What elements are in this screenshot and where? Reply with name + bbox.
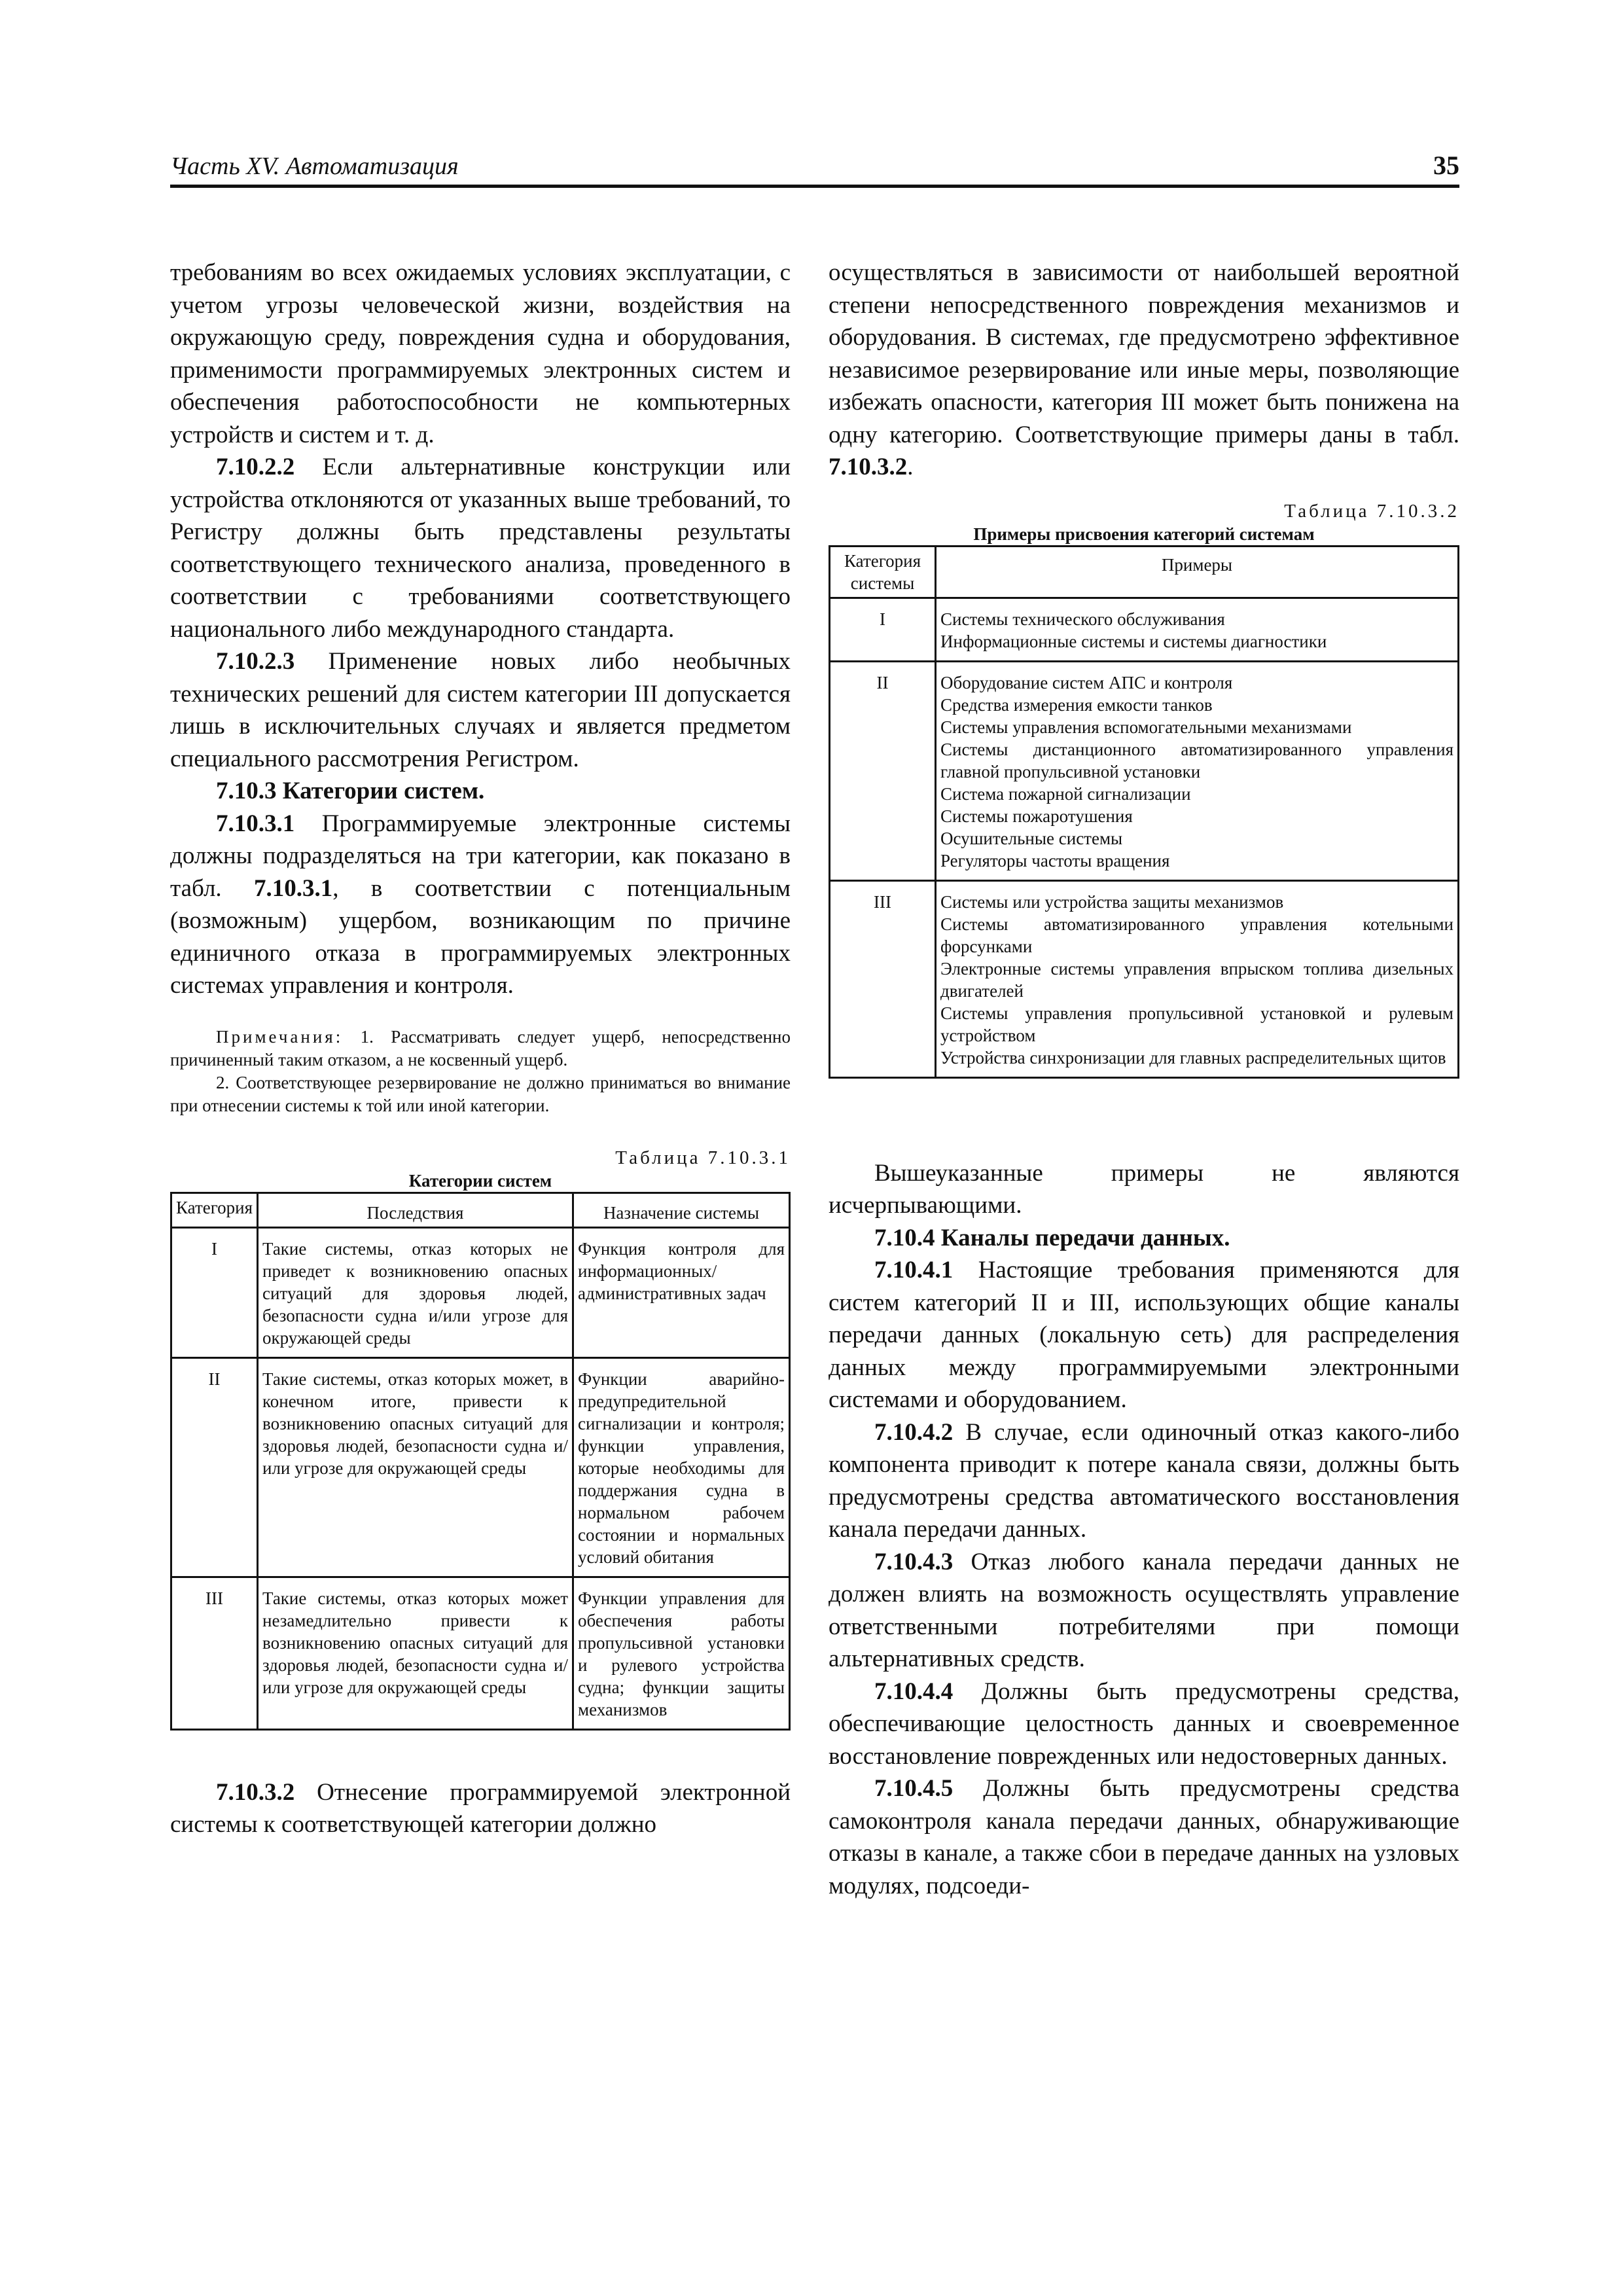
category-cell: II (830, 661, 936, 880)
table-row (830, 661, 1459, 880)
clause-number: 7.10.3.1 (216, 810, 295, 837)
table-title: Примеры присвоения категорий системам (973, 524, 1315, 544)
clause-number: 7.10.4.3 (874, 1548, 954, 1575)
examples-table (829, 545, 1459, 1079)
table-row (171, 1577, 790, 1729)
table-row (171, 1357, 790, 1577)
example-item: Системы или устройства защиты механизмов (940, 891, 1284, 912)
paragraph-7-10-4-1 (829, 1254, 1459, 1416)
paragraph-7-10-2-2 (170, 451, 791, 645)
clause-number: 7.10.4.1 (874, 1257, 954, 1283)
example-item: Оборудование систем АПС и контроля (940, 672, 1233, 692)
clause-text: Отказ любого канала передачи данных не должен влиять на возможность осуществлять управление ответственными потребителями при помощи альтернативных средств. (829, 1548, 1459, 1672)
table-caption: Таблица 7.10.3.1 (615, 1147, 791, 1168)
consequences-cell: Такие системы, отказ которых может незамедлительно привести к возникновению опасных ситуаций для здоровья людей, безопасности судна и/или угрозе для окружающей среды (258, 1577, 573, 1729)
table-header-row (171, 1193, 790, 1227)
column-header: Назначение системы (573, 1193, 790, 1227)
clause-text: , в соответствии с потенциальным (возможным) ущербом, возникающим по причине единичного отказа в программируемых электронных системах управления и контроля. (170, 874, 791, 999)
paragraph-examples-note: Вышеуказанные примеры не являются исчерпывающими. (829, 1159, 1459, 1219)
running-title: Часть XV. Автоматизация (170, 152, 459, 180)
column-header: Категория системы (830, 546, 936, 598)
example-item: Осушительные системы (940, 828, 1123, 848)
table-reference: 7.10.3.1 (254, 874, 333, 902)
paragraph-7-10-4-4 (829, 1676, 1459, 1773)
section-heading-7-10-4: 7.10.4 Каналы передачи данных. (874, 1224, 1230, 1251)
paragraph-7-10-2-3 (170, 645, 791, 775)
right-column (829, 257, 1459, 1902)
category-cell: I (830, 598, 936, 661)
table-row (830, 598, 1459, 661)
paragraph-7-10-3-2 (170, 1776, 791, 1841)
clause-text: Должны быть предусмотрены средства, обеспечивающие целостность данных и своевременное восстановление поврежденных или недостоверных данных. (829, 1677, 1459, 1770)
clause-number: 7.10.2.3 (216, 648, 295, 675)
clause-text: Настоящие требования применяются для систем категорий II и III, использующих общие каналы передачи данных (локальную сеть) для распределения данных между программируемыми электронными системами и оборудованием. (829, 1257, 1459, 1413)
column-header: Категория (171, 1193, 258, 1227)
notes-label: Примечания: (216, 1026, 344, 1047)
paragraph-continuation (829, 257, 1459, 484)
table-title: Категории систем (408, 1170, 552, 1191)
column-header: Примеры (936, 546, 1459, 598)
left-column (170, 257, 791, 1841)
category-cell: III (830, 880, 936, 1077)
table-reference: 7.10.3.2 (829, 454, 908, 480)
paragraph-7-10-4-3 (829, 1546, 1459, 1676)
examples-cell (936, 598, 1459, 661)
column-header: Последствия (258, 1193, 573, 1227)
page-number: 35 (1433, 151, 1459, 180)
example-item: Регуляторы частоты вращения (940, 850, 1170, 870)
consequences-cell: Такие системы, отказ которых может, в конечном итоге, привести к возникновению опасных ситуаций для здоровья людей, безопасности судна и/или угрозе для окружающей среды (258, 1357, 573, 1577)
table-row (171, 1227, 790, 1357)
example-item: Системы управления вспомогательными механизмами (940, 717, 1352, 737)
example-item: Системы дистанционного автоматизированного управления главной пропульсивной установки (940, 739, 1454, 781)
example-item: Системы автоматизированного управления котельными форсунками (940, 914, 1454, 956)
clause-text: Отнесение программируемой электронной системы к соответствующей категории должно (170, 1778, 791, 1838)
paragraph-continuation: требованиям во всех ожидаемых условиях эксплуатации, с учетом угрозы человеческой жизни, воздействия на окружающую среду, повреждения судна и оборудования, применимости программируемых электронных систем и обеспечения работоспособности не компьютерных устройств и систем и т. д. (170, 259, 791, 448)
clause-text: Должны быть предусмотрены средства самоконтроля канала передачи данных, обнаруживающие отказы в канале, а также сбои в передаче данных на узловых модулях, подсоеди- (829, 1775, 1459, 1899)
note-2: 2. Соответствующее резервирование не должно приниматься во внимание при отнесении системы к той или иной категории. (170, 1072, 791, 1115)
example-item: Устройства синхронизации для главных распределительных щитов (940, 1047, 1446, 1067)
example-item: Электронные системы управления впрыском топлива дизельных двигателей (940, 958, 1454, 1001)
note-text: 1. Рассматривать следует ущерб, непосредственно причиненный таким отказом, а не косвенный ущерб. (170, 1026, 791, 1069)
section-heading-7-10-3: 7.10.3 Категории систем. (216, 778, 485, 804)
clause-text: Применение новых либо необычных технических решений для систем категории III допускается лишь в исключительных случаях и является предметом специального рассмотрения Регистром. (170, 648, 791, 772)
example-item: Системы технического обслуживания (940, 609, 1225, 629)
table-header-row (830, 546, 1459, 598)
example-item: Системы пожаротушения (940, 806, 1133, 826)
category-cell: I (171, 1227, 258, 1357)
examples-cell (936, 661, 1459, 880)
category-cell: II (171, 1357, 258, 1577)
category-cell: III (171, 1577, 258, 1729)
paragraph-7-10-4-2 (829, 1416, 1459, 1546)
paragraph-text: . (907, 454, 914, 480)
examples-cell (936, 880, 1459, 1077)
example-item: Информационные системы и системы диагностики (940, 631, 1327, 651)
table-row (830, 880, 1459, 1077)
clause-text: В случае, если одиночный отказ какого-либо компонента приводит к потере канала связи, должны быть предусмотрены средства автоматического восстановления канала передачи данных. (829, 1418, 1459, 1543)
page-header (170, 145, 1459, 188)
example-item: Средства измерения емкости танков (940, 694, 1213, 715)
purpose-cell: Функции аварийно-предупредительной сигнализации и контроля; функции управления, которые необходимы для поддержания судна в нормальном рабочем состоянии и нормальных условий обитания (573, 1357, 790, 1577)
clause-text: Если альтернативные конструкции или устройства отклоняются от указанных выше требований, то Регистру должны быть представлены результаты соответствующего технического анализа, проведенного в соответствии с требованиями соответствующего национального либо международного стандарта. (170, 454, 791, 643)
clause-number: 7.10.4.2 (874, 1418, 954, 1446)
clause-text: Программируемые электронные системы должны подразделяться на три категории, как показано в табл. (170, 810, 791, 902)
paragraph-text: осуществляться в зависимости от наибольшей вероятной степени непосредственного повреждения механизмов и оборудования. В системах, где предусмотрено эффективное независимое резервирование или иные меры, позволяющие избежать опасности, категория III может быть понижена на одну категорию. Соответствующие примеры даны в табл. (829, 259, 1459, 448)
consequences-cell: Такие системы, отказ которых не приведет к возникновению опасных ситуаций для здоровья людей, безопасности судна и/или угрозе для окружающей среды (258, 1227, 573, 1357)
clause-number: 7.10.4.5 (874, 1775, 954, 1802)
table-caption: Таблица 7.10.3.2 (1284, 500, 1459, 522)
clause-number: 7.10.2.2 (216, 454, 295, 480)
example-item: Системы управления пропульсивной установкой и рулевым устройством (940, 1003, 1454, 1045)
purpose-cell: Функции управления для обеспечения работы пропульсивной установки и рулевого устройства судна; функции защиты механизмов (573, 1577, 790, 1729)
note-1 (170, 1026, 791, 1071)
example-item: Система пожарной сигнализации (940, 783, 1191, 804)
paragraph-7-10-3-1 (170, 808, 791, 1002)
purpose-cell: Функция контроля для информационных/административных задач (573, 1227, 790, 1357)
paragraph-7-10-4-5 (829, 1772, 1459, 1902)
clause-number: 7.10.4.4 (874, 1677, 954, 1705)
categories-table (170, 1192, 791, 1731)
clause-number: 7.10.3.2 (216, 1778, 295, 1806)
